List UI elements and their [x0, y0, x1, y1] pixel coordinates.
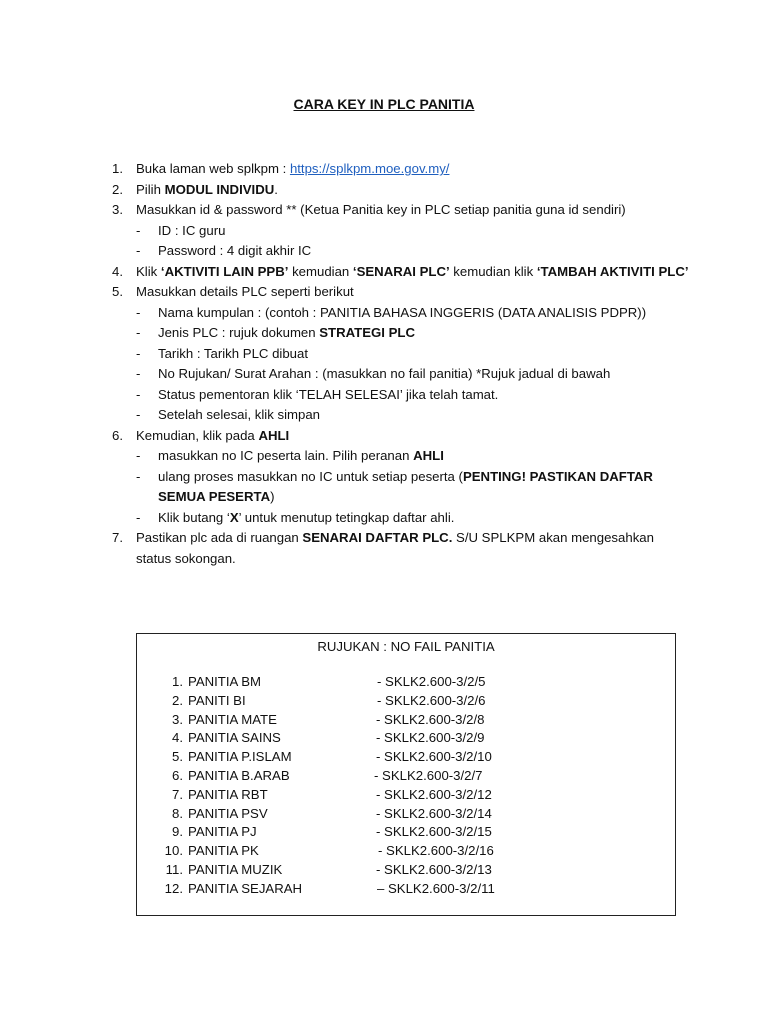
step-text: Kemudian, klik pada — [136, 427, 259, 443]
reference-row — [137, 880, 675, 899]
step-number: 6. — [112, 427, 123, 443]
dash-bullet: - — [136, 366, 141, 381]
sub-item-text: Nama kumpulan : (contoh : PANITIA BAHASA INGGERIS (DATA ANALISIS PDPR)) — [158, 304, 647, 320]
step-bold-text: ‘SENARAI PLC’ — [352, 263, 450, 279]
step-number: 4. — [112, 263, 123, 279]
reference-row — [137, 767, 675, 786]
sub-item-text: Password : 4 digit akhir IC — [158, 243, 312, 258]
step-number: 2. — [112, 181, 123, 197]
dash-bullet: - — [136, 407, 141, 422]
sub-item-text: ’ untuk menutup tetingkap daftar ahli. — [238, 509, 455, 525]
reference-name: PANITIA B.ARAB — [188, 768, 290, 783]
step-text: S/U SPLKPM akan mengesahkan — [452, 530, 654, 545]
reference-row — [137, 823, 675, 842]
reference-number: 4. — [172, 730, 183, 746]
reference-number: 1. — [172, 674, 183, 689]
sub-item — [0, 467, 768, 488]
steps-list — [0, 159, 768, 569]
reference-name: PANITIA PSV — [188, 805, 268, 821]
step-bold-text: ‘AKTIVITI LAIN PPB’ — [160, 263, 289, 279]
step-number: 5. — [112, 284, 123, 299]
reference-name: PANITIA MUZIK — [188, 862, 283, 877]
sub-item — [0, 241, 768, 262]
reference-code: - SKLK2.600-3/2/7 — [374, 768, 483, 783]
sub-item — [0, 344, 768, 365]
step-number: 7. — [112, 530, 123, 545]
reference-table — [136, 633, 676, 916]
reference-code: - SKLK2.600-3/2/8 — [376, 711, 485, 727]
sub-item-bold-text: STRATEGI PLC — [319, 325, 415, 340]
dash-bullet: - — [136, 509, 141, 525]
sub-item-bold-text: PENTING! PASTIKAN DAFTAR — [462, 468, 653, 484]
dash-bullet: - — [136, 243, 141, 258]
sub-item-text: No Rujukan/ Surat Arahan : (masukkan no fail panitia) *Rujuk jadual di bawah — [158, 366, 611, 381]
dash-bullet: - — [136, 468, 141, 484]
sub-item — [0, 323, 768, 344]
step-text: Pastikan plc ada di ruangan — [136, 530, 303, 545]
step-bold-text: AHLI — [258, 427, 290, 443]
step-item — [0, 159, 768, 180]
reference-number: 7. — [172, 786, 183, 802]
step-item — [0, 262, 768, 283]
reference-number: 2. — [172, 692, 183, 708]
reference-row — [137, 692, 675, 711]
reference-number: 9. — [172, 824, 183, 840]
reference-row — [137, 861, 675, 880]
sub-item-text: Tarikh : Tarikh PLC dibuat — [158, 345, 309, 361]
reference-name: PANITIA P.ISLAM — [188, 749, 292, 765]
step-item — [0, 180, 768, 201]
reference-name: PANITIA MATE — [188, 711, 277, 727]
reference-name: PANITIA RBT — [188, 786, 268, 802]
step-text: Pilih — [136, 181, 165, 197]
step-text: Klik — [136, 263, 161, 279]
reference-name: PANITIA SEJARAH — [188, 880, 303, 896]
reference-name: PANITIA SAINS — [188, 730, 281, 746]
sub-item — [0, 364, 768, 385]
dash-bullet: - — [136, 386, 141, 402]
reference-code: – SKLK2.600-3/2/11 — [377, 880, 495, 896]
reference-row — [137, 748, 675, 767]
step-continuation — [0, 549, 768, 570]
reference-row — [137, 711, 675, 730]
reference-number: 3. — [172, 711, 183, 727]
step-text: . — [274, 181, 278, 197]
step-text: status sokongan. — [136, 550, 236, 566]
reference-row — [137, 786, 675, 805]
reference-code: - SKLK2.600-3/2/16 — [378, 843, 494, 859]
reference-code: - SKLK2.600-3/2/14 — [376, 805, 492, 821]
reference-code: - SKLK2.600-3/2/13 — [376, 862, 492, 877]
dash-bullet: - — [136, 448, 141, 463]
sub-item-text: masukkan no IC peserta lain. Pilih peranan — [158, 448, 414, 463]
step-text: kemudian klik — [449, 263, 537, 279]
step-text: kemudian — [288, 263, 353, 279]
sub-item-text: ulang proses masukkan no IC untuk setiap peserta ( — [158, 468, 463, 484]
sub-item-text: Jenis PLC : rujuk dokumen — [158, 325, 320, 340]
sub-item — [0, 303, 768, 324]
reference-name: PANITIA PK — [188, 843, 259, 859]
reference-name: PANITIA BM — [188, 674, 262, 689]
step-item — [0, 528, 768, 549]
reference-code: - SKLK2.600-3/2/5 — [377, 674, 486, 689]
sub-item-bold-text: SEMUA PESERTA — [158, 489, 271, 504]
reference-number: 6. — [172, 768, 183, 783]
step-item — [0, 426, 768, 447]
reference-row — [137, 673, 675, 692]
reference-code: - SKLK2.600-3/2/9 — [376, 730, 485, 746]
dash-bullet: - — [136, 222, 141, 238]
sub-item-text: ) — [270, 489, 275, 504]
step-number: 1. — [112, 161, 123, 176]
reference-code: - SKLK2.600-3/2/15 — [376, 824, 492, 840]
step-item — [0, 200, 768, 221]
step-number: 3. — [112, 202, 123, 217]
reference-row — [137, 729, 675, 748]
sub-item-bold-text: AHLI — [413, 448, 444, 463]
dash-bullet: - — [136, 345, 141, 361]
reference-number: 8. — [172, 805, 183, 821]
step-bold-text: SENARAI DAFTAR PLC. — [302, 530, 453, 545]
step-bold-text: ‘TAMBAH AKTIVITI PLC’ — [536, 263, 689, 279]
step-item — [0, 282, 768, 303]
step-text: Buka laman web splkpm : — [136, 161, 290, 176]
reference-name: PANITIA PJ — [188, 824, 257, 840]
reference-number: 10. — [164, 843, 183, 859]
sub-item — [0, 385, 768, 406]
sub-item-text: Status pementoran klik ‘TELAH SELESAI’ jika telah tamat. — [158, 386, 499, 402]
reference-number: 11. — [165, 862, 183, 877]
sub-item — [0, 221, 768, 242]
document-title: CARA KEY IN PLC PANITIA — [293, 96, 475, 112]
sub-item-bold-text: X — [229, 509, 239, 525]
step-bold-text: MODUL INDIVIDU — [164, 181, 275, 197]
dash-bullet: - — [136, 325, 141, 340]
step-text: Masukkan id & password ** (Ketua Panitia key in PLC setiap panitia guna id sendiri) — [136, 202, 626, 217]
sub-item-text: ID : IC guru — [158, 222, 226, 238]
sub-item — [0, 446, 768, 467]
sub-item — [0, 405, 768, 426]
reference-row — [137, 842, 675, 861]
splkpm-link[interactable]: https://splkpm.moe.gov.my/ — [289, 161, 450, 176]
step-text: Masukkan details PLC seperti berikut — [136, 284, 354, 299]
sub-item-continuation — [0, 487, 768, 508]
reference-number: 5. — [172, 749, 183, 765]
reference-code: - SKLK2.600-3/2/10 — [376, 749, 492, 765]
reference-row — [137, 805, 675, 824]
reference-code: - SKLK2.600-3/2/12 — [376, 786, 492, 802]
reference-number: 12. — [164, 880, 183, 896]
sub-item-text: Setelah selesai, klik simpan — [158, 407, 320, 422]
reference-name: PANITI BI — [188, 692, 246, 708]
reference-title: RUJUKAN : NO FAIL PANITIA — [317, 639, 495, 654]
dash-bullet: - — [136, 304, 141, 320]
sub-item — [0, 508, 768, 529]
reference-code: - SKLK2.600-3/2/6 — [377, 692, 486, 708]
sub-item-text: Klik butang ‘ — [158, 509, 230, 525]
